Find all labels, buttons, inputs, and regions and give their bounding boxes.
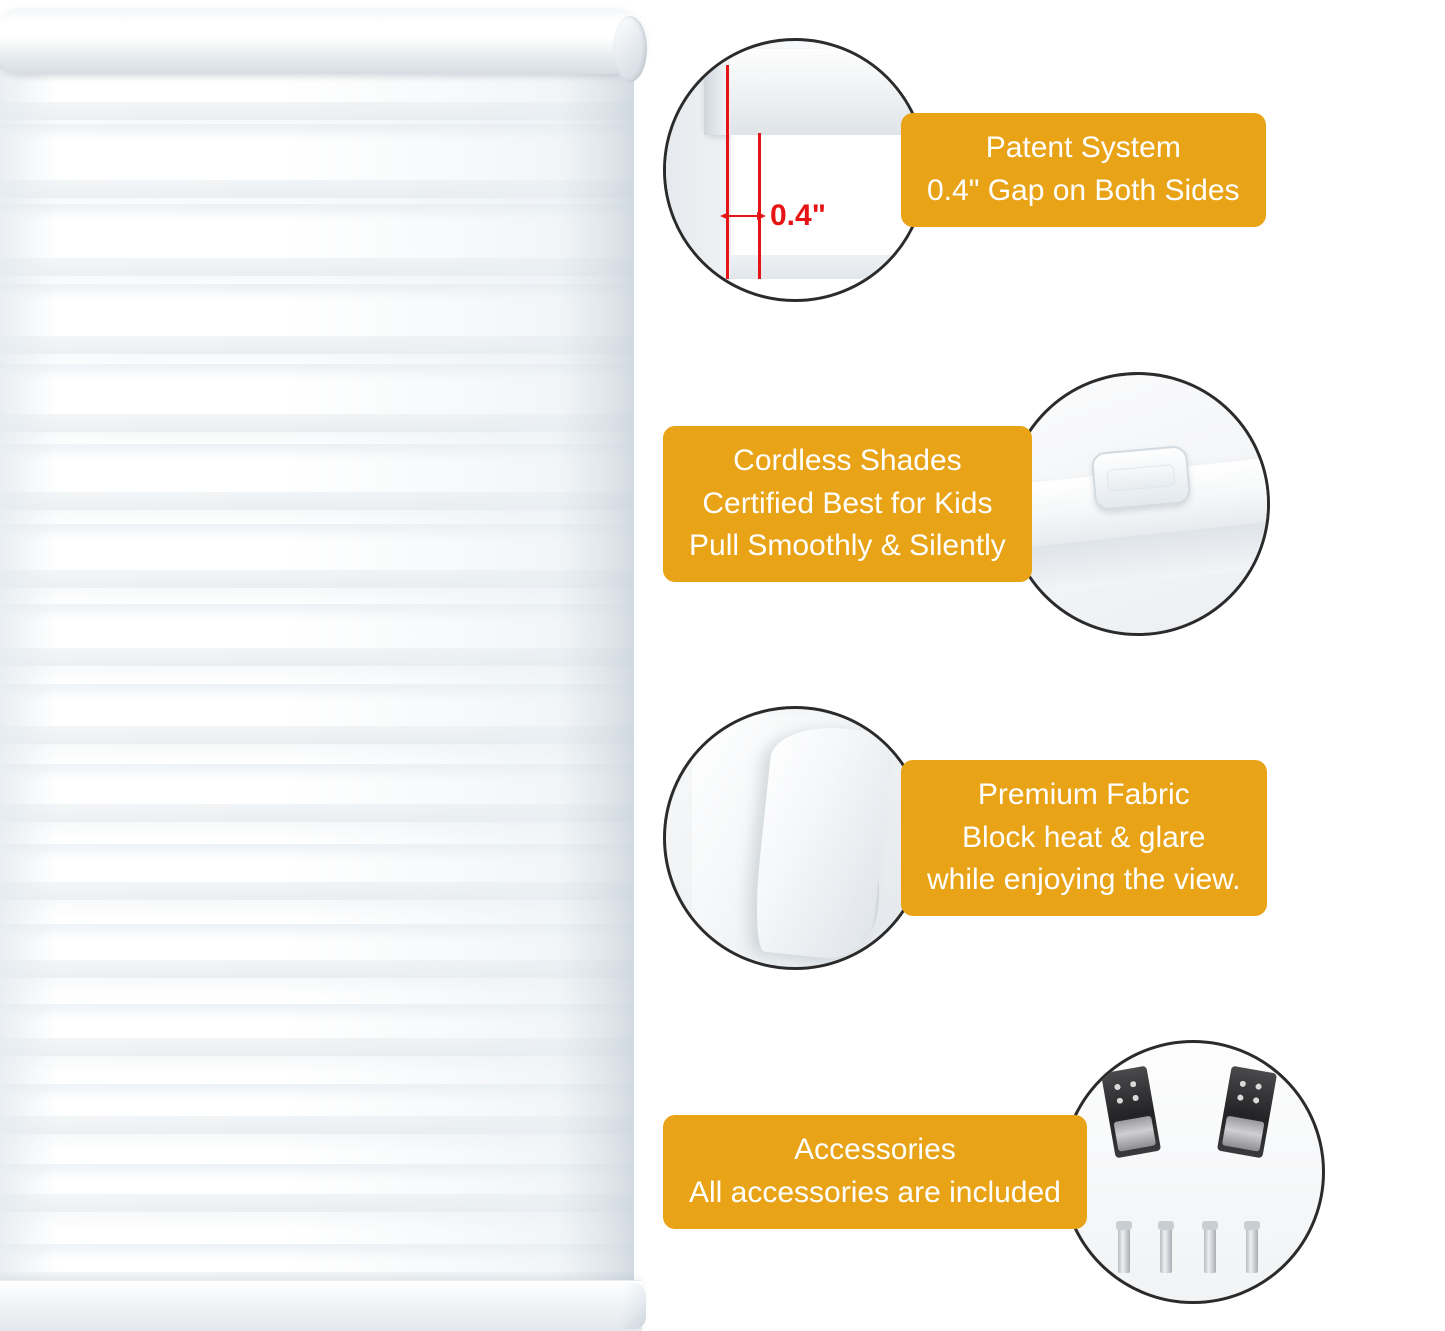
macro-pull-clip-inner: [1106, 464, 1176, 492]
feature-label-line: All accessories are included: [689, 1176, 1061, 1209]
feature-callout-list: [655, 0, 1445, 1331]
macro-fabric-peel: [750, 721, 893, 962]
feature-label-line: Patent System: [985, 131, 1181, 165]
bracket-foot: [1113, 1116, 1156, 1152]
screw-set: [1112, 1221, 1282, 1275]
bracket-holes: [1110, 1077, 1145, 1116]
macro-measure-line-right: [758, 133, 761, 279]
head-rail: [0, 8, 645, 74]
zebra-sheer-fabric: [0, 60, 634, 1331]
gap-dimension-text: 0.4": [770, 199, 826, 232]
feature-label-premium-fabric: [901, 760, 1267, 916]
bottom-bar: [0, 1280, 642, 1331]
feature-label-line: Premium Fabric: [977, 778, 1190, 812]
feature-patent-system: [663, 38, 1266, 302]
head-rail-end-cap: [613, 16, 647, 82]
measure-arrow-icon: [720, 209, 766, 223]
cordless-clip-macro-photo: [1006, 372, 1270, 636]
feature-label-line: Accessories: [794, 1133, 956, 1167]
brackets-and-screws-photo: [1061, 1040, 1325, 1304]
feature-accessories: [663, 1040, 1325, 1304]
feature-label-line: Cordless Shades: [733, 444, 962, 478]
fabric-peel-macro-photo: [663, 706, 927, 970]
macro-head-rail: [704, 49, 914, 135]
fabric-shading-overlay: [0, 60, 634, 1331]
macro-measure-line-left: [726, 65, 729, 279]
product-photo: [0, 0, 660, 1331]
mounting-bracket-left: [1101, 1066, 1161, 1159]
feature-label-line: Pull Smoothly & Silently: [689, 529, 1006, 563]
feature-label-patent-system: [901, 113, 1266, 226]
feature-label-line: while enjoying the view.: [927, 863, 1241, 897]
feature-label-line: Block heat & glare: [962, 820, 1206, 854]
feature-label-cordless-shades: [663, 426, 1032, 582]
macro-pull-clip: [1090, 445, 1191, 511]
bracket-holes: [1232, 1077, 1267, 1116]
screw: [1246, 1221, 1258, 1273]
screw: [1204, 1221, 1216, 1273]
headrail-gap-macro-photo: [663, 38, 927, 302]
feature-label-accessories: [663, 1115, 1087, 1228]
bracket-foot: [1222, 1116, 1265, 1152]
feature-label-line: 0.4" Gap on Both Sides: [927, 174, 1240, 207]
screw: [1118, 1221, 1130, 1273]
bottom-bar-end-cap: [620, 1283, 646, 1329]
screw: [1160, 1221, 1172, 1273]
feature-cordless-shades: [663, 372, 1270, 636]
feature-label-line: Certified Best for Kids: [702, 486, 993, 520]
feature-premium-fabric: [663, 706, 1267, 970]
mounting-bracket-right: [1217, 1066, 1277, 1159]
